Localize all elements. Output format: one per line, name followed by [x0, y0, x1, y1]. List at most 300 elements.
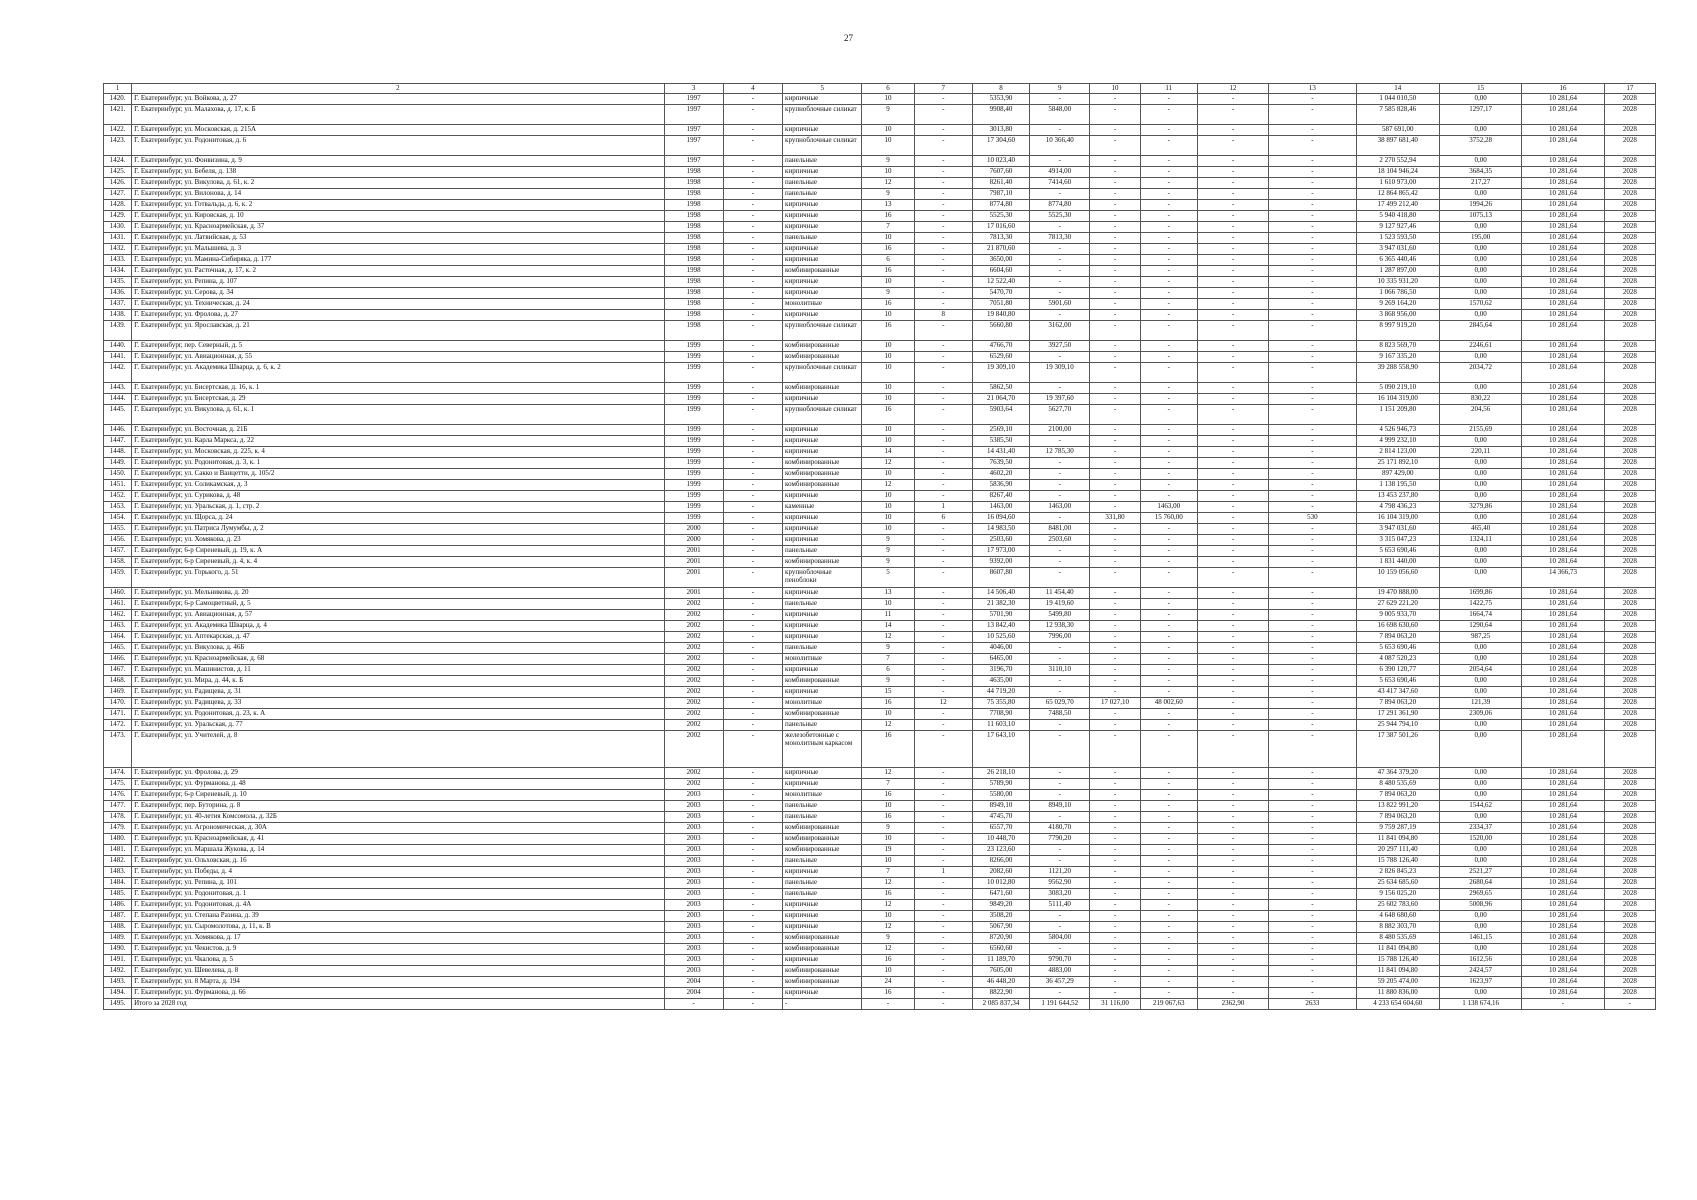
table-cell: 7605,00: [972, 966, 1029, 977]
table-cell: 10 281,64: [1522, 524, 1604, 535]
table-cell: Г. Екатеринбург, ул. Малахова, д. 17, к. Б: [132, 105, 664, 125]
table-cell: 6 390 120,77: [1356, 665, 1439, 676]
table-cell: 0,00: [1439, 557, 1521, 568]
table-cell: -: [1090, 233, 1140, 244]
table-cell: -: [1090, 878, 1140, 889]
table-cell: 10: [862, 383, 914, 394]
table-cell: -: [1197, 988, 1268, 999]
table-cell: 0,00: [1439, 812, 1521, 823]
table-row: [104, 546, 1656, 557]
table-cell: -: [723, 546, 782, 557]
table-cell: 1999: [664, 352, 723, 363]
table-cell: 2002: [664, 599, 723, 610]
table-cell: -: [1197, 922, 1268, 933]
table-cell: 2028: [1604, 588, 1655, 599]
table-cell: 2155,69: [1439, 425, 1521, 436]
table-cell: 2028: [1604, 200, 1655, 211]
table-cell: 0,00: [1439, 988, 1521, 999]
table-cell: 2 085 837,34: [972, 999, 1029, 1010]
table-cell: -: [1140, 977, 1197, 988]
table-cell: -: [723, 491, 782, 502]
table-cell: 10 281,64: [1522, 720, 1604, 731]
table-cell: 1476.: [104, 790, 132, 801]
table-cell: -: [1090, 557, 1140, 568]
table-cell: 0,00: [1439, 546, 1521, 557]
table-cell: 0,00: [1439, 790, 1521, 801]
table-cell: 897 429,00: [1356, 469, 1439, 480]
table-cell: -: [1197, 676, 1268, 687]
table-cell: -: [723, 588, 782, 599]
table-cell: 1297,17: [1439, 105, 1521, 125]
table-cell: 2002: [664, 632, 723, 643]
table-cell: кирпичные: [783, 779, 862, 790]
table-cell: 2002: [664, 610, 723, 621]
table-cell: -: [1090, 665, 1140, 676]
table-cell: -: [1269, 933, 1356, 944]
table-cell: 5903,64: [972, 405, 1029, 425]
table-cell: -: [914, 834, 972, 845]
table-cell: 10 335 931,20: [1356, 277, 1439, 288]
table-cell: -: [1090, 768, 1140, 779]
table-cell: 0,00: [1439, 288, 1521, 299]
table-cell: 10 281,64: [1522, 394, 1604, 405]
table-cell: 10 525,60: [972, 632, 1029, 643]
table-cell: 0,00: [1439, 480, 1521, 491]
table-cell: -: [1140, 321, 1197, 341]
table-cell: -: [1269, 189, 1356, 200]
table-cell: 1443.: [104, 383, 132, 394]
table-cell: -: [1090, 491, 1140, 502]
table-cell: 10 281,64: [1522, 900, 1604, 911]
table-cell: 1999: [664, 363, 723, 383]
table-row: [104, 105, 1656, 125]
table-cell: -: [1197, 801, 1268, 812]
table-cell: 10 281,64: [1522, 966, 1604, 977]
table-cell: 1544,62: [1439, 801, 1521, 812]
table-cell: Г. Екатеринбург, ул. Серова, д. 34: [132, 288, 664, 299]
table-cell: 530: [1269, 513, 1356, 524]
table-cell: -: [1197, 933, 1268, 944]
table-cell: -: [1140, 922, 1197, 933]
table-cell: 27 629 221,20: [1356, 599, 1439, 610]
table-cell: 9: [862, 189, 914, 200]
table-cell: 4 087 520,23: [1356, 654, 1439, 665]
table-cell: 44 719,20: [972, 687, 1029, 698]
table-cell: -: [1197, 944, 1268, 955]
table-cell: -: [1090, 867, 1140, 878]
table-cell: -: [1197, 363, 1268, 383]
table-cell: 10 281,64: [1522, 643, 1604, 654]
table-cell: 10 281,64: [1522, 502, 1604, 513]
table-cell: 2000: [664, 524, 723, 535]
table-cell: -: [1197, 720, 1268, 731]
table-cell: 5 653 690,46: [1356, 546, 1439, 557]
table-cell: -: [914, 167, 972, 178]
table-cell: Г. Екатеринбург, ул. Родонитовая, д. 1: [132, 889, 664, 900]
table-cell: 1484.: [104, 878, 132, 889]
table-cell: комбинированные: [783, 977, 862, 988]
table-cell: -: [1140, 889, 1197, 900]
table-cell: кирпичные: [783, 610, 862, 621]
table-cell: 9: [862, 643, 914, 654]
table-cell: -: [723, 189, 782, 200]
table-row: [104, 156, 1656, 167]
table-cell: -: [723, 856, 782, 867]
table-cell: -: [1197, 513, 1268, 524]
table-cell: 4745,70: [972, 812, 1029, 823]
table-cell: 10: [862, 469, 914, 480]
table-row: [104, 731, 1656, 768]
table-cell: комбинированные: [783, 834, 862, 845]
table-cell: -: [723, 610, 782, 621]
table-cell: -: [1140, 222, 1197, 233]
table-cell: -: [1140, 610, 1197, 621]
table-cell: -: [1269, 867, 1356, 878]
table-cell: -: [723, 136, 782, 156]
table-row: [104, 779, 1656, 790]
table-cell: 2003: [664, 790, 723, 801]
table-cell: 2 814 123,00: [1356, 447, 1439, 458]
table-cell: -: [914, 125, 972, 136]
table-cell: Г. Екатеринбург, ул. Авиационная, д. 55: [132, 352, 664, 363]
table-row: [104, 709, 1656, 720]
table-cell: 8774,80: [1030, 200, 1090, 211]
table-cell: -: [723, 383, 782, 394]
table-cell: 2028: [1604, 341, 1655, 352]
table-cell: 5008,96: [1439, 900, 1521, 911]
table-cell: -: [1269, 812, 1356, 823]
table-cell: -: [723, 933, 782, 944]
table-cell: 12: [862, 632, 914, 643]
table-cell: -: [914, 676, 972, 687]
table-cell: 830,22: [1439, 394, 1521, 405]
table-cell: 17 499 212,40: [1356, 200, 1439, 211]
table-cell: 2028: [1604, 405, 1655, 425]
table-cell: -: [1197, 341, 1268, 352]
table-cell: -: [723, 288, 782, 299]
table-cell: 7987,10: [972, 189, 1029, 200]
table-cell: -: [723, 341, 782, 352]
table-cell: 10 281,64: [1522, 779, 1604, 790]
table-cell: Г. Екатеринбург, ул. Техническая, д. 24: [132, 299, 664, 310]
table-cell: 6: [914, 513, 972, 524]
table-cell: 19 309,10: [1030, 363, 1090, 383]
table-cell: -: [723, 255, 782, 266]
table-cell: -: [914, 812, 972, 823]
table-cell: 1998: [664, 178, 723, 189]
table-cell: Г. Екатеринбург, ул. Красноармейская, д. 68: [132, 654, 664, 665]
table-cell: -: [1140, 676, 1197, 687]
column-number-cell: 9: [1030, 84, 1090, 94]
table-cell: 2521,27: [1439, 867, 1521, 878]
table-cell: 5067,90: [972, 922, 1029, 933]
table-cell: 1421.: [104, 105, 132, 125]
table-cell: -: [1197, 189, 1268, 200]
table-cell: -: [1030, 546, 1090, 557]
column-number-cell: 17: [1604, 84, 1655, 94]
table-cell: 10 366,40: [1030, 136, 1090, 156]
table-cell: -: [1030, 352, 1090, 363]
table-cell: 0,00: [1439, 469, 1521, 480]
table-cell: -: [1090, 599, 1140, 610]
table-cell: -: [1140, 911, 1197, 922]
table-cell: -: [914, 352, 972, 363]
table-cell: панельные: [783, 889, 862, 900]
table-cell: 2003: [664, 944, 723, 955]
table-cell: 0,00: [1439, 654, 1521, 665]
table-cell: 2028: [1604, 244, 1655, 255]
table-cell: -: [914, 458, 972, 469]
table-cell: 2028: [1604, 288, 1655, 299]
table-cell: 2028: [1604, 654, 1655, 665]
table-cell: 1998: [664, 321, 723, 341]
table-cell: 2003: [664, 922, 723, 933]
table-cell: 12 864 865,42: [1356, 189, 1439, 200]
table-cell: -: [914, 394, 972, 405]
table-cell: -: [1197, 156, 1268, 167]
table-cell: -: [1090, 823, 1140, 834]
table-cell: 21 870,60: [972, 244, 1029, 255]
table-cell: -: [1269, 447, 1356, 458]
table-cell: 2028: [1604, 988, 1655, 999]
table-cell: 8949,10: [972, 801, 1029, 812]
table-cell: 1431.: [104, 233, 132, 244]
table-cell: 7639,50: [972, 458, 1029, 469]
table-cell: -: [1140, 621, 1197, 632]
table-cell: 2028: [1604, 469, 1655, 480]
table-cell: -: [1090, 502, 1140, 513]
table-cell: -: [1269, 233, 1356, 244]
table-cell: -: [1090, 321, 1140, 341]
table-cell: -: [1269, 502, 1356, 513]
table-cell: -: [914, 768, 972, 779]
table-row: [104, 588, 1656, 599]
table-cell: 1520,00: [1439, 834, 1521, 845]
table-cell: 12: [862, 458, 914, 469]
table-cell: 19 470 888,00: [1356, 588, 1439, 599]
table-cell: 2028: [1604, 524, 1655, 535]
table-row: [104, 211, 1656, 222]
table-cell: -: [1090, 687, 1140, 698]
table-cell: -: [1140, 383, 1197, 394]
table-cell: 2309,06: [1439, 709, 1521, 720]
table-cell: Г. Екатеринбург, 6-р Сиреневый, д. 10: [132, 790, 664, 801]
table-cell: 9 269 164,20: [1356, 299, 1439, 310]
table-cell: -: [1269, 911, 1356, 922]
table-row: [104, 867, 1656, 878]
table-cell: 16: [862, 244, 914, 255]
table-cell: 16: [862, 266, 914, 277]
table-cell: -: [1030, 244, 1090, 255]
table-cell: 10 281,64: [1522, 944, 1604, 955]
table-cell: -: [1197, 321, 1268, 341]
table-cell: 2028: [1604, 436, 1655, 447]
table-cell: 10 281,64: [1522, 447, 1604, 458]
table-cell: 10: [862, 502, 914, 513]
table-cell: -: [1140, 588, 1197, 599]
table-cell: 0,00: [1439, 125, 1521, 136]
table-cell: Г. Екатеринбург, ул. Родонитовая, д. 23, к. А: [132, 709, 664, 720]
table-row: [104, 394, 1656, 405]
table-cell: 9: [862, 105, 914, 125]
table-cell: 10 281,64: [1522, 277, 1604, 288]
table-row: [104, 189, 1656, 200]
table-cell: 3 947 031,60: [1356, 244, 1439, 255]
table-cell: 1461,15: [1439, 933, 1521, 944]
table-cell: -: [914, 856, 972, 867]
table-cell: -: [1140, 105, 1197, 125]
column-number-cell: 4: [723, 84, 782, 94]
table-row: [104, 933, 1656, 944]
table-cell: 20 297 111,40: [1356, 845, 1439, 856]
table-cell: 7: [862, 654, 914, 665]
table-cell: 2028: [1604, 889, 1655, 900]
table-row: [104, 988, 1656, 999]
page-number: 27: [844, 33, 853, 43]
table-cell: 9562,90: [1030, 878, 1090, 889]
table-cell: -: [723, 425, 782, 436]
table-row: [104, 288, 1656, 299]
table-cell: -: [1140, 255, 1197, 266]
table-cell: 1449.: [104, 458, 132, 469]
table-cell: 10: [862, 524, 914, 535]
table-cell: -: [723, 277, 782, 288]
table-cell: 10 281,64: [1522, 856, 1604, 867]
table-cell: 17 016,60: [972, 222, 1029, 233]
table-cell: 39 288 558,90: [1356, 363, 1439, 383]
table-cell: Г. Екатеринбург, ул. Радищева, д. 33: [132, 698, 664, 709]
housing-register-table: [103, 83, 1656, 1010]
table-cell: 2362,90: [1197, 999, 1268, 1010]
table-cell: 6529,60: [972, 352, 1029, 363]
table-cell: -: [1197, 394, 1268, 405]
table-cell: -: [1140, 136, 1197, 156]
table-cell: -: [862, 999, 914, 1010]
table-cell: кирпичные: [783, 513, 862, 524]
table-cell: 0,00: [1439, 845, 1521, 856]
table-cell: -: [1030, 845, 1090, 856]
table-cell: 2028: [1604, 610, 1655, 621]
table-cell: 21 382,30: [972, 599, 1029, 610]
table-cell: -: [1090, 790, 1140, 801]
table-cell: -: [723, 955, 782, 966]
table-row: [104, 720, 1656, 731]
table-cell: 2028: [1604, 779, 1655, 790]
table-cell: 1997: [664, 156, 723, 167]
table-cell: 2028: [1604, 933, 1655, 944]
table-cell: 1998: [664, 189, 723, 200]
table-cell: Г. Екатеринбург, ул. Латвийская, д. 53: [132, 233, 664, 244]
table-cell: -: [1269, 977, 1356, 988]
table-cell: 2002: [664, 720, 723, 731]
table-cell: 3 315 047,23: [1356, 535, 1439, 546]
table-cell: 1999: [664, 491, 723, 502]
table-cell: 10 023,40: [972, 156, 1029, 167]
table-cell: 9: [862, 823, 914, 834]
table-cell: 17 027,10: [1090, 698, 1140, 709]
table-cell: -: [723, 801, 782, 812]
table-cell: 14 983,50: [972, 524, 1029, 535]
table-cell: 1469.: [104, 687, 132, 698]
table-cell: 10 281,64: [1522, 845, 1604, 856]
table-cell: 2002: [664, 676, 723, 687]
table-cell: 17 291 361,90: [1356, 709, 1439, 720]
table-cell: 8 480 535,69: [1356, 933, 1439, 944]
table-cell: панельные: [783, 233, 862, 244]
table-cell: -: [1269, 222, 1356, 233]
table-cell: -: [723, 458, 782, 469]
table-cell: крупноблочные силикат: [783, 321, 862, 341]
table-cell: 1: [914, 867, 972, 878]
table-cell: 10: [862, 513, 914, 524]
table-cell: 2002: [664, 768, 723, 779]
table-cell: -: [1090, 125, 1140, 136]
table-cell: Г. Екатеринбург, пер. Северный, д. 5: [132, 341, 664, 352]
table-cell: кирпичные: [783, 535, 862, 546]
table-cell: -: [723, 469, 782, 480]
table-cell: 2845,64: [1439, 321, 1521, 341]
table-cell: 2633: [1269, 999, 1356, 1010]
table-cell: Г. Екатеринбург, ул. Родонитовая, д. 3, к. 1: [132, 458, 664, 469]
table-cell: 2028: [1604, 768, 1655, 779]
table-cell: -: [1030, 790, 1090, 801]
table-cell: кирпичные: [783, 394, 862, 405]
table-cell: Г. Екатеринбург, ул. 40-летия Комсомола, д. 32Б: [132, 812, 664, 823]
table-cell: -: [1030, 922, 1090, 933]
table-cell: 1427.: [104, 189, 132, 200]
table-cell: 1425.: [104, 167, 132, 178]
table-cell: -: [1140, 768, 1197, 779]
table-cell: -: [723, 878, 782, 889]
table-cell: -: [1197, 790, 1268, 801]
table-cell: 17 643,10: [972, 731, 1029, 768]
table-cell: -: [1197, 288, 1268, 299]
table-cell: -: [914, 922, 972, 933]
table-row: [104, 178, 1656, 189]
table-cell: -: [1269, 779, 1356, 790]
table-cell: -: [723, 867, 782, 878]
table-cell: 2002: [664, 687, 723, 698]
table-cell: -: [1140, 878, 1197, 889]
table-cell: 1439.: [104, 321, 132, 341]
table-cell: 2003: [664, 823, 723, 834]
table-cell: панельные: [783, 643, 862, 654]
table-cell: 2003: [664, 812, 723, 823]
table-cell: 6557,70: [972, 823, 1029, 834]
table-cell: -: [1140, 156, 1197, 167]
table-cell: 10: [862, 491, 914, 502]
table-cell: -: [1197, 167, 1268, 178]
table-cell: -: [914, 405, 972, 425]
table-cell: 9849,20: [972, 900, 1029, 911]
table-cell: Г. Екатеринбург, ул. Красноармейская, д. 41: [132, 834, 664, 845]
table-cell: 10: [862, 394, 914, 405]
table-cell: 1482.: [104, 856, 132, 867]
table-cell: -: [1269, 568, 1356, 588]
table-cell: -: [723, 944, 782, 955]
table-cell: 1459.: [104, 568, 132, 588]
table-cell: 16 698 630,60: [1356, 621, 1439, 632]
table-cell: 10 281,64: [1522, 222, 1604, 233]
table-cell: -: [1090, 341, 1140, 352]
table-cell: 5 653 690,46: [1356, 676, 1439, 687]
table-cell: -: [914, 266, 972, 277]
table-cell: 10 281,64: [1522, 588, 1604, 599]
table-cell: 11 841 094,80: [1356, 944, 1439, 955]
table-cell: -: [1140, 632, 1197, 643]
table-cell: 10 281,64: [1522, 480, 1604, 491]
table-cell: -: [1197, 687, 1268, 698]
